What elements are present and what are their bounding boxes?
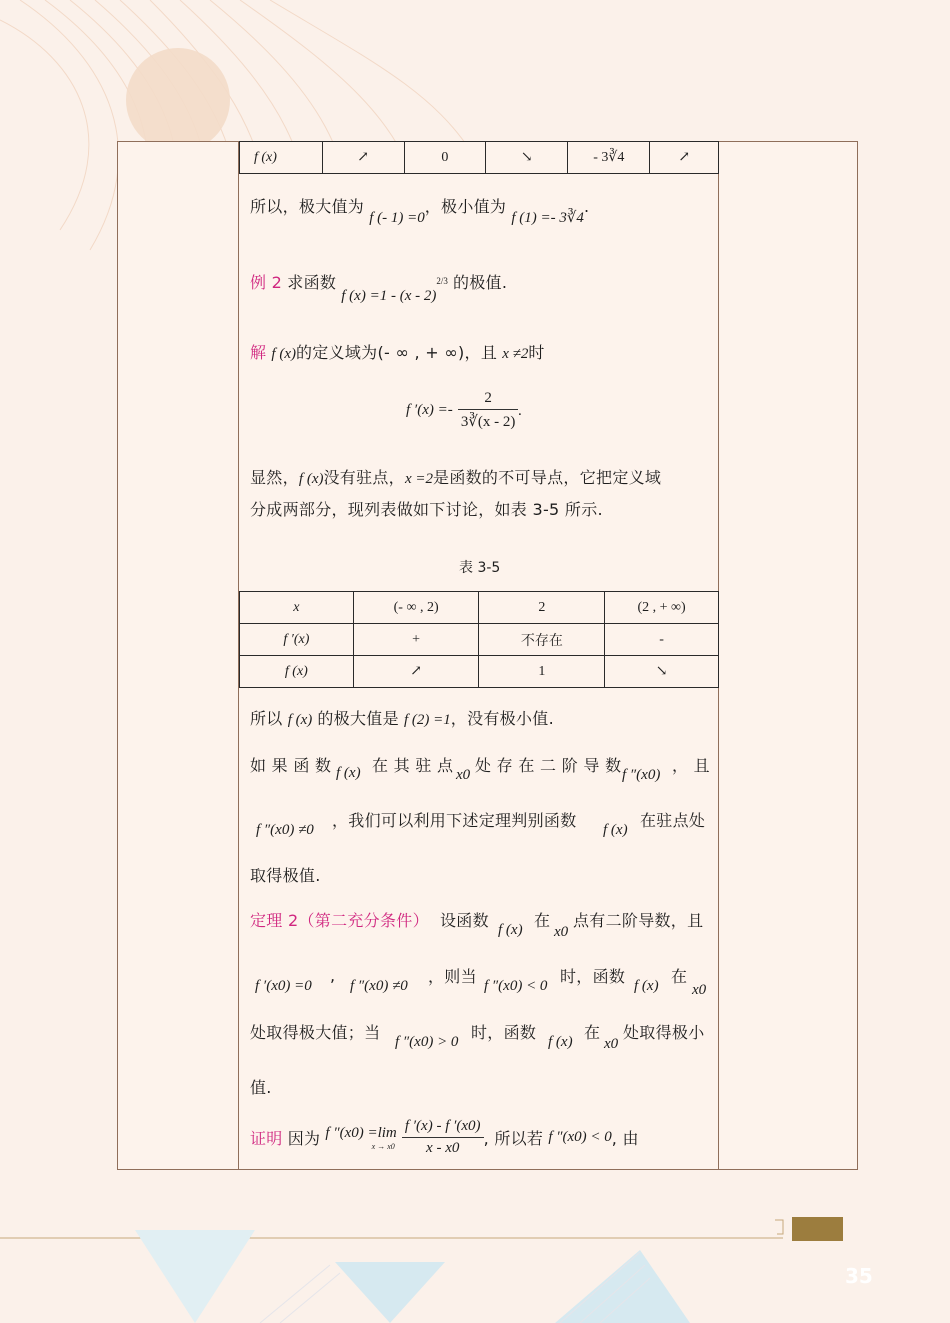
proof-label: 证明 xyxy=(250,1129,283,1148)
footer-bar xyxy=(792,1217,843,1241)
table-row xyxy=(240,624,719,656)
solution-label: 解 xyxy=(250,343,267,362)
table-cell: + xyxy=(353,624,479,656)
max-min-line: 所以，极大值为 f (- 1) =0，极小值为 f (1) =- 3∛4. xyxy=(250,197,590,226)
table-cell: ↗ xyxy=(650,142,719,174)
table-cell: - 3∛4 xyxy=(568,142,650,174)
fraction: $\frac{f '(x) - f '(x0)}{x - x0}$ xyxy=(402,1118,484,1157)
table-3-5 xyxy=(239,591,719,688)
paragraph-line: 显然，f (x)没有驻点，x =2是函数的不可导点，它把定义域 xyxy=(250,468,662,487)
table-cell: x xyxy=(240,592,354,624)
fraction: $\frac{2}{3∛(x - 2)}$ xyxy=(458,390,519,431)
proof-line: 证明 因为 f ″(x0) =lim x → x0 $\frac{f '(x) - f '(x0)}{x - x0}$ , 所以若 f ″(x0) < 0, 由 xyxy=(250,1118,639,1156)
table-cell: f (x) xyxy=(240,656,354,688)
table-cell: (- ∞ , 2) xyxy=(353,592,479,624)
paragraph-line: 分成两部分，现列表做如下讨论，如表 3-5 所示. xyxy=(250,500,603,519)
table-row xyxy=(240,656,719,688)
table-cell: (2 , + ∞) xyxy=(605,592,719,624)
conclusion-line: 所以 f (x) 的极大值是 f (2) =1，没有极小值. xyxy=(250,709,554,728)
limit-expr: f ″(x0) =lim x → x0 xyxy=(325,1124,397,1151)
paragraph-line: 取得极值. xyxy=(250,866,321,885)
table-cell: f (x) xyxy=(240,142,323,174)
table-cell: ↗ xyxy=(353,656,479,688)
table-caption: 表 3-5 xyxy=(459,560,501,576)
table-cell: 不存在 xyxy=(479,624,605,656)
table-cell: 1 xyxy=(479,656,605,688)
top-table xyxy=(239,141,719,174)
theorem-label: 定理 2（第二充分条件） xyxy=(250,911,429,930)
paragraph-line: 如 果 函 数 xyxy=(250,756,332,775)
table-row xyxy=(240,592,719,624)
derivative-formula: f ′(x) =- $\frac{2}{3∛(x - 2)}$ . xyxy=(406,390,523,430)
table-cell: 0 xyxy=(404,142,486,174)
table-cell: f ′(x) xyxy=(240,624,354,656)
table-cell: ↗ xyxy=(322,142,404,174)
example-label: 例 2 xyxy=(250,273,283,292)
table-cell: ↘ xyxy=(605,656,719,688)
table-cell: - xyxy=(605,624,719,656)
table-cell: ↘ xyxy=(486,142,568,174)
table-cell: 2 xyxy=(479,592,605,624)
solution-line: 解 f (x)的定义域为(- ∞ , + ∞)，且 x ≠2时 xyxy=(250,343,545,362)
example-2: 例 2 求函数 f (x) =1 - (x - 2)$^{2/3}$ 的极值. xyxy=(250,273,508,304)
page-number: 35 xyxy=(845,1264,873,1288)
